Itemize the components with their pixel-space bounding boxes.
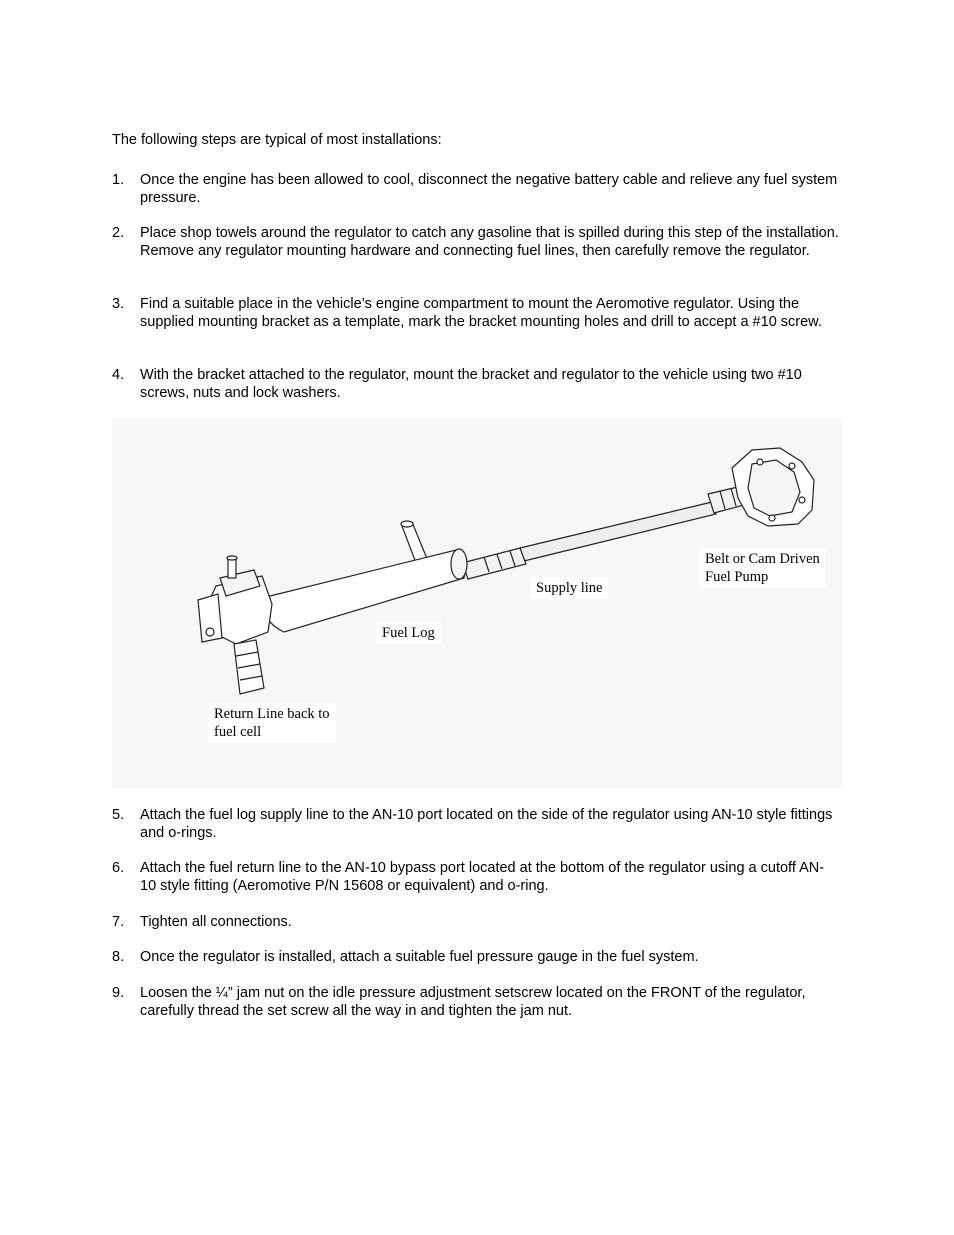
step-text: Once the engine has been allowed to cool, disconnect the negative battery cable and relieve any fuel system pressure.: [140, 172, 838, 206]
step-text: Loosen the ¼” jam nut on the idle pressure adjustment setscrew located on the FRONT of the regulator, carefully thread the set screw all the way in and tighten the jam nut.: [140, 985, 806, 1019]
return-line-label: [208, 703, 336, 743]
step-number: 4.: [112, 367, 125, 383]
step-text: Once the regulator is installed, attach a suitable fuel pressure gauge in the fuel system.: [140, 949, 699, 965]
return-fitting: [234, 640, 264, 694]
fuel-log-label: Fuel Log: [376, 622, 441, 644]
fuel-log-tube: [262, 550, 465, 632]
fuel-pump-label-line-2: Fuel Pump: [705, 569, 769, 585]
return-line-label-line-1: Return Line back to: [214, 706, 330, 722]
step-number: 8.: [112, 949, 125, 965]
fuel-system-illustration: [112, 418, 842, 788]
step-text: With the bracket attached to the regulator, mount the bracket and regulator to the vehicle using two #10 screws, nuts and lock washers.: [140, 367, 802, 401]
step-number: 5.: [112, 807, 125, 823]
intro-text: The following steps are typical of most installations:: [112, 132, 442, 148]
step-text: Place shop towels around the regulator to catch any gasoline that is spilled during this step of the installation. Remove any regulator mounting hardware and connecting fuel lines, then carefully remove the regulator.: [140, 225, 839, 259]
step-number: 2.: [112, 225, 125, 241]
step-text: Attach the fuel log supply line to the AN-10 port located on the side of the regulator using AN-10 style fittings and o-rings.: [140, 807, 833, 841]
step-text: Tighten all connections.: [140, 914, 292, 930]
step-number: 3.: [112, 296, 125, 312]
step-text: Attach the fuel return line to the AN-10 bypass port located at the bottom of the regulator using a cutoff AN-10 style fitting (Aeromotive P/N 15608 or equivalent) and o-ring.: [140, 860, 825, 894]
fuel-pump-label-line-1: Belt or Cam Driven: [705, 551, 820, 567]
supply-fitting: [462, 548, 526, 579]
step-number: 7.: [112, 914, 125, 930]
step-text: Find a suitable place in the vehicle’s engine compartment to mount the Aeromotive regulator. Using the supplied mounting bracket as a template, mark the bracket mounting holes and drill to accept a #10 screw.: [140, 296, 822, 330]
supply-line-label: Supply line: [530, 577, 608, 599]
step-number: 1.: [112, 172, 125, 188]
step-number: 9.: [112, 985, 125, 1001]
supply-line-hose: [520, 502, 716, 561]
return-line-label-line-2: fuel cell: [214, 724, 262, 740]
step-number: 6.: [112, 860, 125, 876]
fuel-pump-label: [699, 548, 826, 588]
